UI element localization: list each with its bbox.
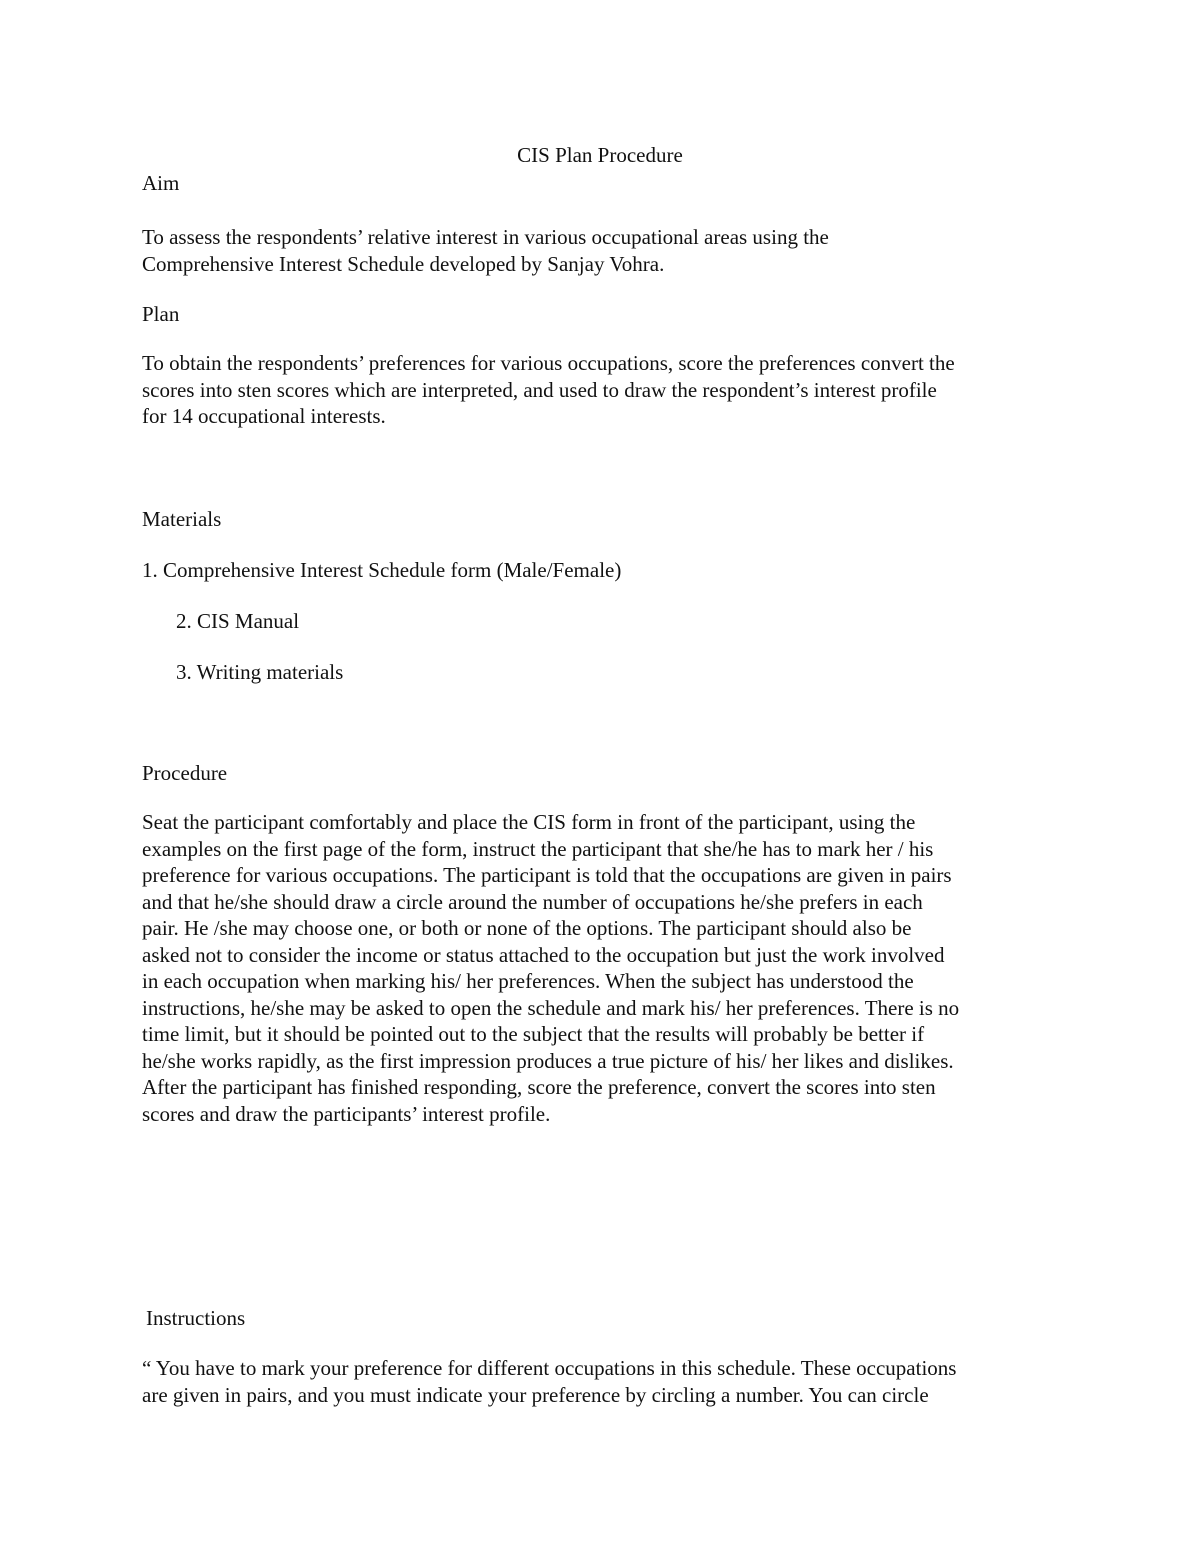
plan-line: for 14 occupational interests. xyxy=(142,404,386,428)
plan-paragraph xyxy=(142,350,1072,430)
procedure-line: instructions, he/she may be asked to open the schedule and mark his/ her preferences. There is no xyxy=(142,995,960,1020)
aim-heading: Aim xyxy=(142,171,180,195)
procedure-line: asked not to consider the income or status attached to the occupation but just the work involved xyxy=(142,942,945,967)
procedure-line: After the participant has finished responding, score the preference, convert the scores into sten xyxy=(142,1075,936,1099)
instructions-line: are given in pairs, and you must indicate your preference by circling a number. You can circle xyxy=(142,1382,929,1407)
aim-line: Comprehensive Interest Schedule developed by Sanjay Vohra. xyxy=(142,251,665,276)
procedure-line: scores and draw the participants’ interest profile. xyxy=(142,1101,551,1126)
procedure-paragraph xyxy=(142,809,1072,1127)
document-title: CIS Plan Procedure xyxy=(517,143,683,167)
procedure-line: examples on the first page of the form, instruct the participant that she/he has to mark her / his xyxy=(142,836,934,861)
procedure-line: he/she works rapidly, as the first impression produces a true picture of his/ her likes and dislikes. xyxy=(142,1048,954,1073)
materials-item: 3. Writing materials xyxy=(176,660,344,684)
materials-item: 2. CIS Manual xyxy=(176,609,300,633)
procedure-heading: Procedure xyxy=(142,761,228,785)
instructions-paragraph xyxy=(142,1355,1072,1408)
aim-line: To assess the respondents’ relative interest in various occupational areas using the xyxy=(142,225,829,249)
materials-item: 1. Comprehensive Interest Schedule form (Male/Female) xyxy=(142,558,622,582)
procedure-line: in each occupation when marking his/ her preferences. When the subject has understood the xyxy=(142,969,914,993)
instructions-heading: Instructions xyxy=(146,1306,246,1330)
materials-heading: Materials xyxy=(142,507,222,531)
procedure-line: Seat the participant comfortably and place the CIS form in front of the participant, using the xyxy=(142,810,916,834)
instructions-line: “ You have to mark your preference for different occupations in this schedule. These occupations xyxy=(142,1356,957,1380)
plan-heading: Plan xyxy=(142,302,180,326)
procedure-line: time limit, but it should be pointed out to the subject that the results will probably be better if xyxy=(142,1022,925,1046)
aim-paragraph xyxy=(142,224,1072,277)
procedure-line: and that he/she should draw a circle around the number of occupations he/she prefers in each xyxy=(142,889,923,914)
procedure-line: pair. He /she may choose one, or both or none of the options. The participant should also be xyxy=(142,916,912,940)
plan-line: scores into sten scores which are interpreted, and used to draw the respondent’s interest profile xyxy=(142,377,937,402)
plan-line: To obtain the respondents’ preferences for various occupations, score the preferences convert the xyxy=(142,351,955,375)
procedure-line: preference for various occupations. The participant is told that the occupations are given in pairs xyxy=(142,863,952,887)
